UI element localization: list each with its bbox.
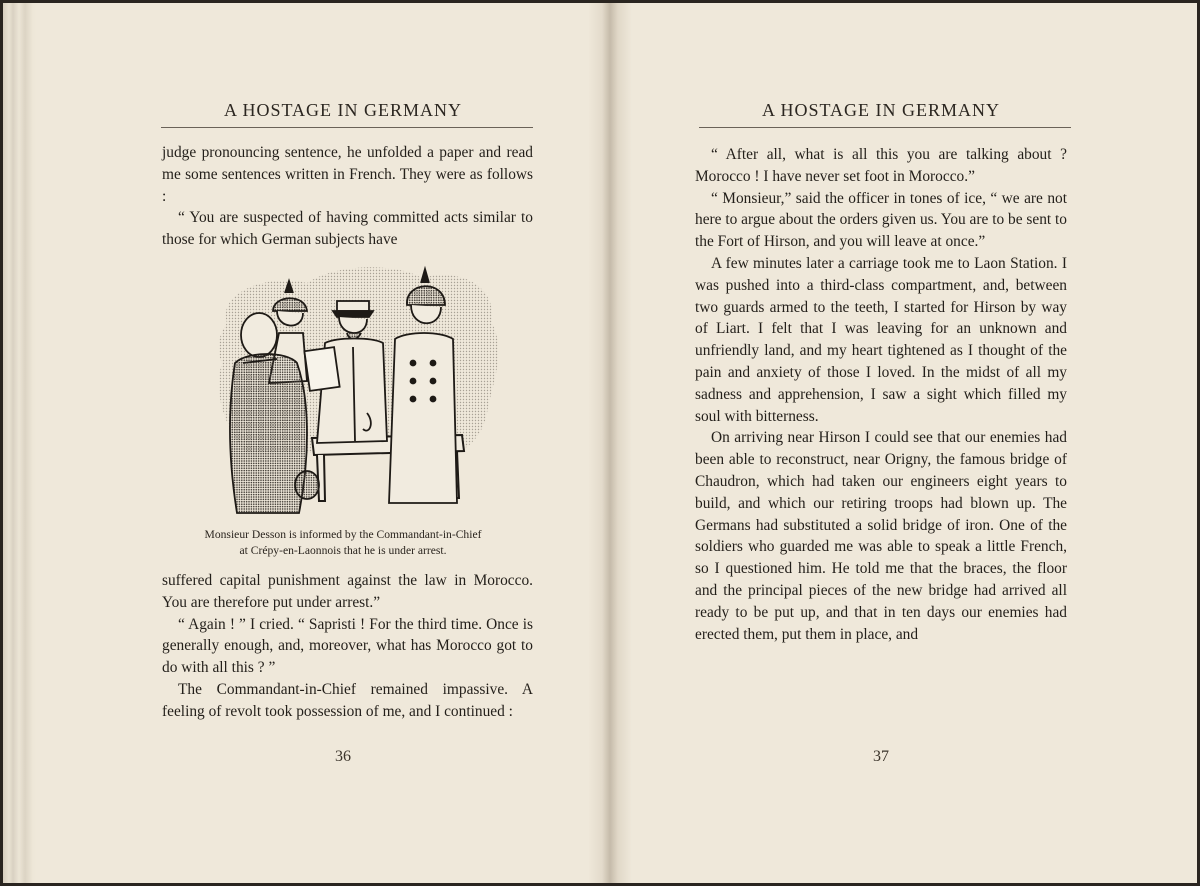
paragraph: “ You are suspected of having committed acts similar to those for which German subjects have: [162, 209, 533, 249]
paragraph: On arriving near Hirson I could see that our enemies had been able to reconstruct, near Origny, the famous bridge of Chaudron, which had taken our engineers eight years to build, and which our retiring troops had blown up. The Germans had substituted a solid bridge of iron. One of the soldiers who guarded me was able to speak a little French, so I questioned him. He told me that the braces, the floor and the principal pieces of the new bridge had arrived all ready to be put up, and that in ten days our enemies had erected them, put them in place, and: [695, 429, 1067, 643]
header-rule-right: [699, 127, 1071, 128]
caption-line: Monsieur Desson is informed by the Commandant-in-Chief: [204, 528, 482, 541]
book-gutter: [588, 3, 632, 883]
paragraph: A few minutes later a carriage took me to Laon Station. I was pushed into a third-class compartment, and, between two guards armed to the teeth, I started for Hirson by way of Liart. I felt that I was leaving for an unknown and unfriendly land, and my heart tightened as I thought of the pain and anxiety of those I loved. In the midst of all my sadness and apprehension, I saw a sight which filled my soul with bitterness.: [695, 254, 1067, 425]
paragraph: suffered capital punishment against the law in Morocco. You are therefore put under arrest.”: [162, 572, 533, 611]
left-text-bottom: [162, 570, 533, 723]
right-text: [695, 144, 1067, 645]
right-page: [695, 3, 1067, 883]
figure-caption: [153, 527, 533, 559]
paragraph: “ Monsieur,” said the officer in tones of ice, “ we are not here to argue about the orders given us. You are to be sent to the Fort of Hirson, and you will leave at once.”: [695, 189, 1067, 251]
running-head-left: A HOSTAGE IN GERMANY: [223, 100, 463, 120]
page-edges: [3, 3, 37, 883]
paragraph: “ After all, what is all this you are talking about ? Morocco ! I have never set foot in Morocco.”: [695, 146, 1067, 185]
running-head-right: A HOSTAGE IN GERMANY: [761, 100, 1001, 120]
book-spread: [3, 3, 1197, 883]
left-text-top: [162, 142, 533, 251]
page-number-left: 36: [335, 748, 351, 765]
paragraph: The Commandant-in-Chief remained impassive. A feeling of revolt took possession of me, and I continued :: [162, 680, 533, 720]
paragraph: judge pronouncing sentence, he unfolded a paper and read me some sentences written in French. They were as follows :: [162, 144, 533, 205]
page-number-right: 37: [873, 748, 889, 765]
illustration-arrest-scene: [207, 263, 507, 525]
caption-line: at Crépy-en-Laonnois that he is under arrest.: [239, 544, 447, 557]
left-page: [153, 3, 533, 883]
header-rule-left: [161, 127, 533, 128]
paragraph: “ Again ! ” I cried. “ Sapristi ! For the third time. Once is generally enough, and, moreover, what has Morocco got to do with all this ? ”: [162, 615, 533, 677]
